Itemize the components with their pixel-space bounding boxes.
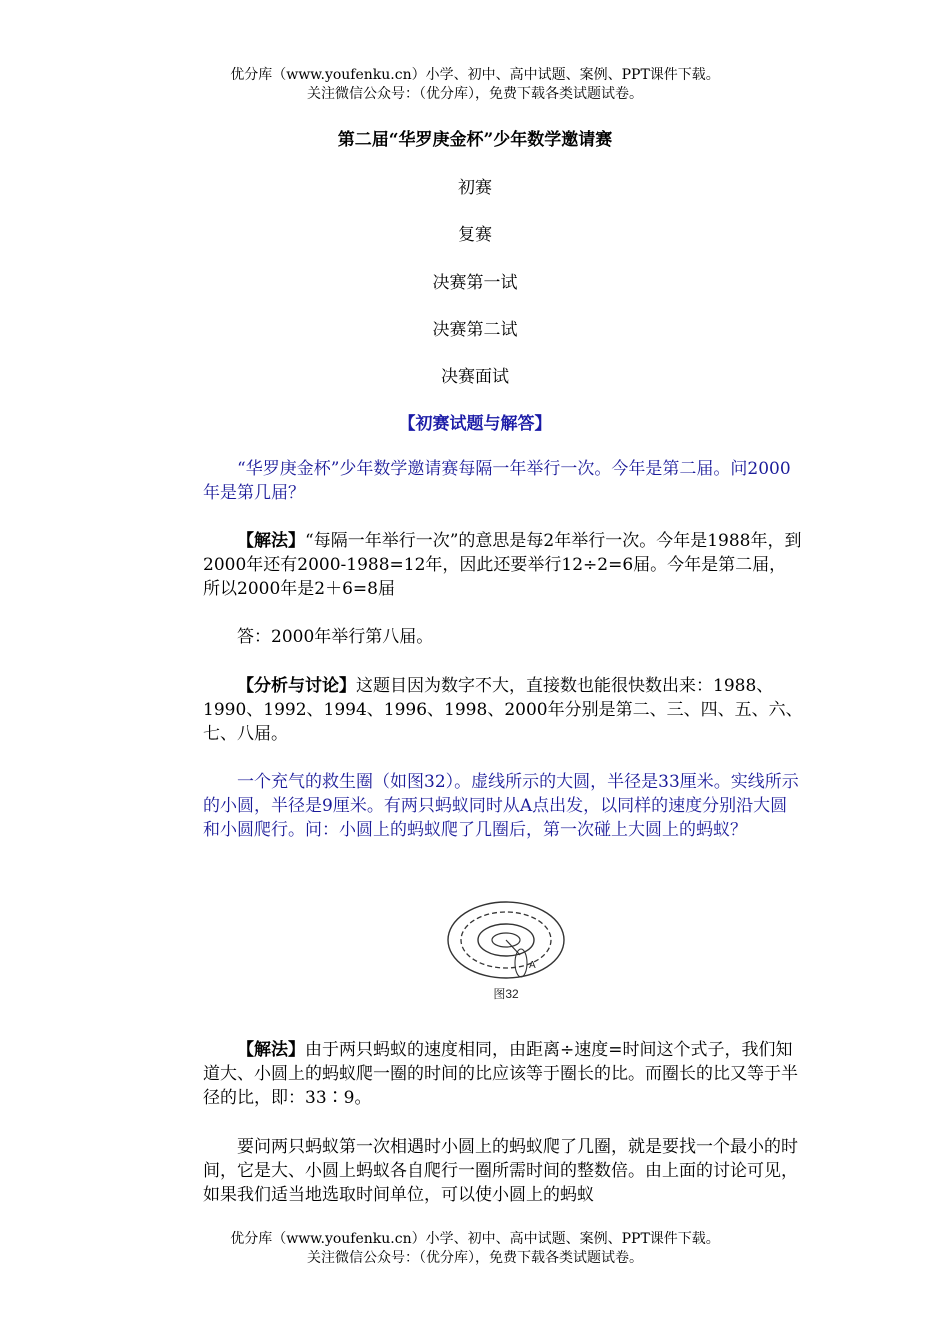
toc-item-final-interview[interactable]: 决赛面试: [441, 367, 509, 387]
question-1: [203, 457, 803, 505]
lifebuoy-diagram: [446, 898, 566, 988]
discussion-1-text: 这题目因为数字不大，直接数也能很快数出来：1988、1990、1992、1994、1996、1998、2000年分别是第二、三、四、五、六、七、八届。: [203, 676, 803, 744]
toc-item-preliminary[interactable]: 初赛: [458, 178, 492, 198]
paragraph-2: [203, 1135, 803, 1207]
header-line-1: 优分库（www.youfenku.cn）小学、初中、高中试题、案例、PPT课件下载。: [230, 67, 720, 83]
question-2-text: 一个充气的救生圈（如图32）。虚线所示的大圆，半径是33厘米。实线所示的小圆，半径是9厘米。有两只蚂蚁同时从A点出发，以同样的速度分别沿大圆和小圆爬行。问：小圆上的蚂蚁爬了几圈后，第一次碰上大圆上的蚂蚁？: [203, 772, 799, 840]
toc-item-final-test-2[interactable]: 决赛第二试: [432, 320, 518, 340]
discussion-1-label: 【分析与讨论】: [237, 676, 356, 696]
solution-1-text: “每隔一年举行一次”的意思是每2年举行一次。今年是1988年，到2000年还有2000-1988=12年，因此还要举行12÷2=6届。今年是第二届，所以2000年是2＋6=8届: [203, 531, 802, 599]
figure-caption: 图32: [493, 987, 519, 1001]
solution-2: [203, 1038, 803, 1110]
solution-1: [203, 529, 803, 601]
footer-line-1: 优分库（www.youfenku.cn）小学、初中、高中试题、案例、PPT课件下载。: [230, 1231, 720, 1247]
answer-1-text: 答：2000年举行第八届。: [237, 627, 434, 647]
footer-line-2: 关注微信公众号：（优分库），免费下载各类试题试卷。: [307, 1250, 643, 1266]
header-line-2: 关注微信公众号：（优分库），免费下载各类试题试卷。: [307, 86, 643, 102]
solution-2-text: 由于两只蚂蚁的速度相同，由距离÷速度=时间这个式子，我们知道大、小圆上的蚂蚁爬一圈的时间的比应该等于圈长的比。而圈长的比又等于半径的比，即：33∶9。: [203, 1040, 798, 1108]
page-footer: [0, 1230, 950, 1268]
document-title: 第二届“华罗庚金杯”少年数学邀请赛: [337, 130, 613, 150]
solution-2-label: 【解法】: [237, 1040, 305, 1060]
toc-item-second-round[interactable]: 复赛: [458, 225, 492, 245]
question-2: [203, 770, 803, 842]
page-header: [0, 66, 950, 104]
question-1-text: “华罗庚金杯”少年数学邀请赛每隔一年举行一次。今年是第二届。问2000年是第几届？: [203, 459, 791, 503]
discussion-1: [203, 674, 803, 746]
point-a-label: A: [529, 960, 536, 971]
toc-item-final-test-1[interactable]: 决赛第一试: [432, 273, 518, 293]
answer-1: [203, 625, 803, 649]
paragraph-2-text: 要问两只蚂蚁第一次相遇时小圆上的蚂蚁爬了几圈，就是要找一个最小的时间，它是大、小圆上蚂蚁各自爬行一圈所需时间的整数倍。由上面的讨论可见，如果我们适当地选取时间单位，可以使小圆上的蚂蚁: [203, 1137, 798, 1205]
solution-1-label: 【解法】: [237, 531, 305, 551]
section-title: 【初赛试题与解答】: [398, 414, 552, 434]
